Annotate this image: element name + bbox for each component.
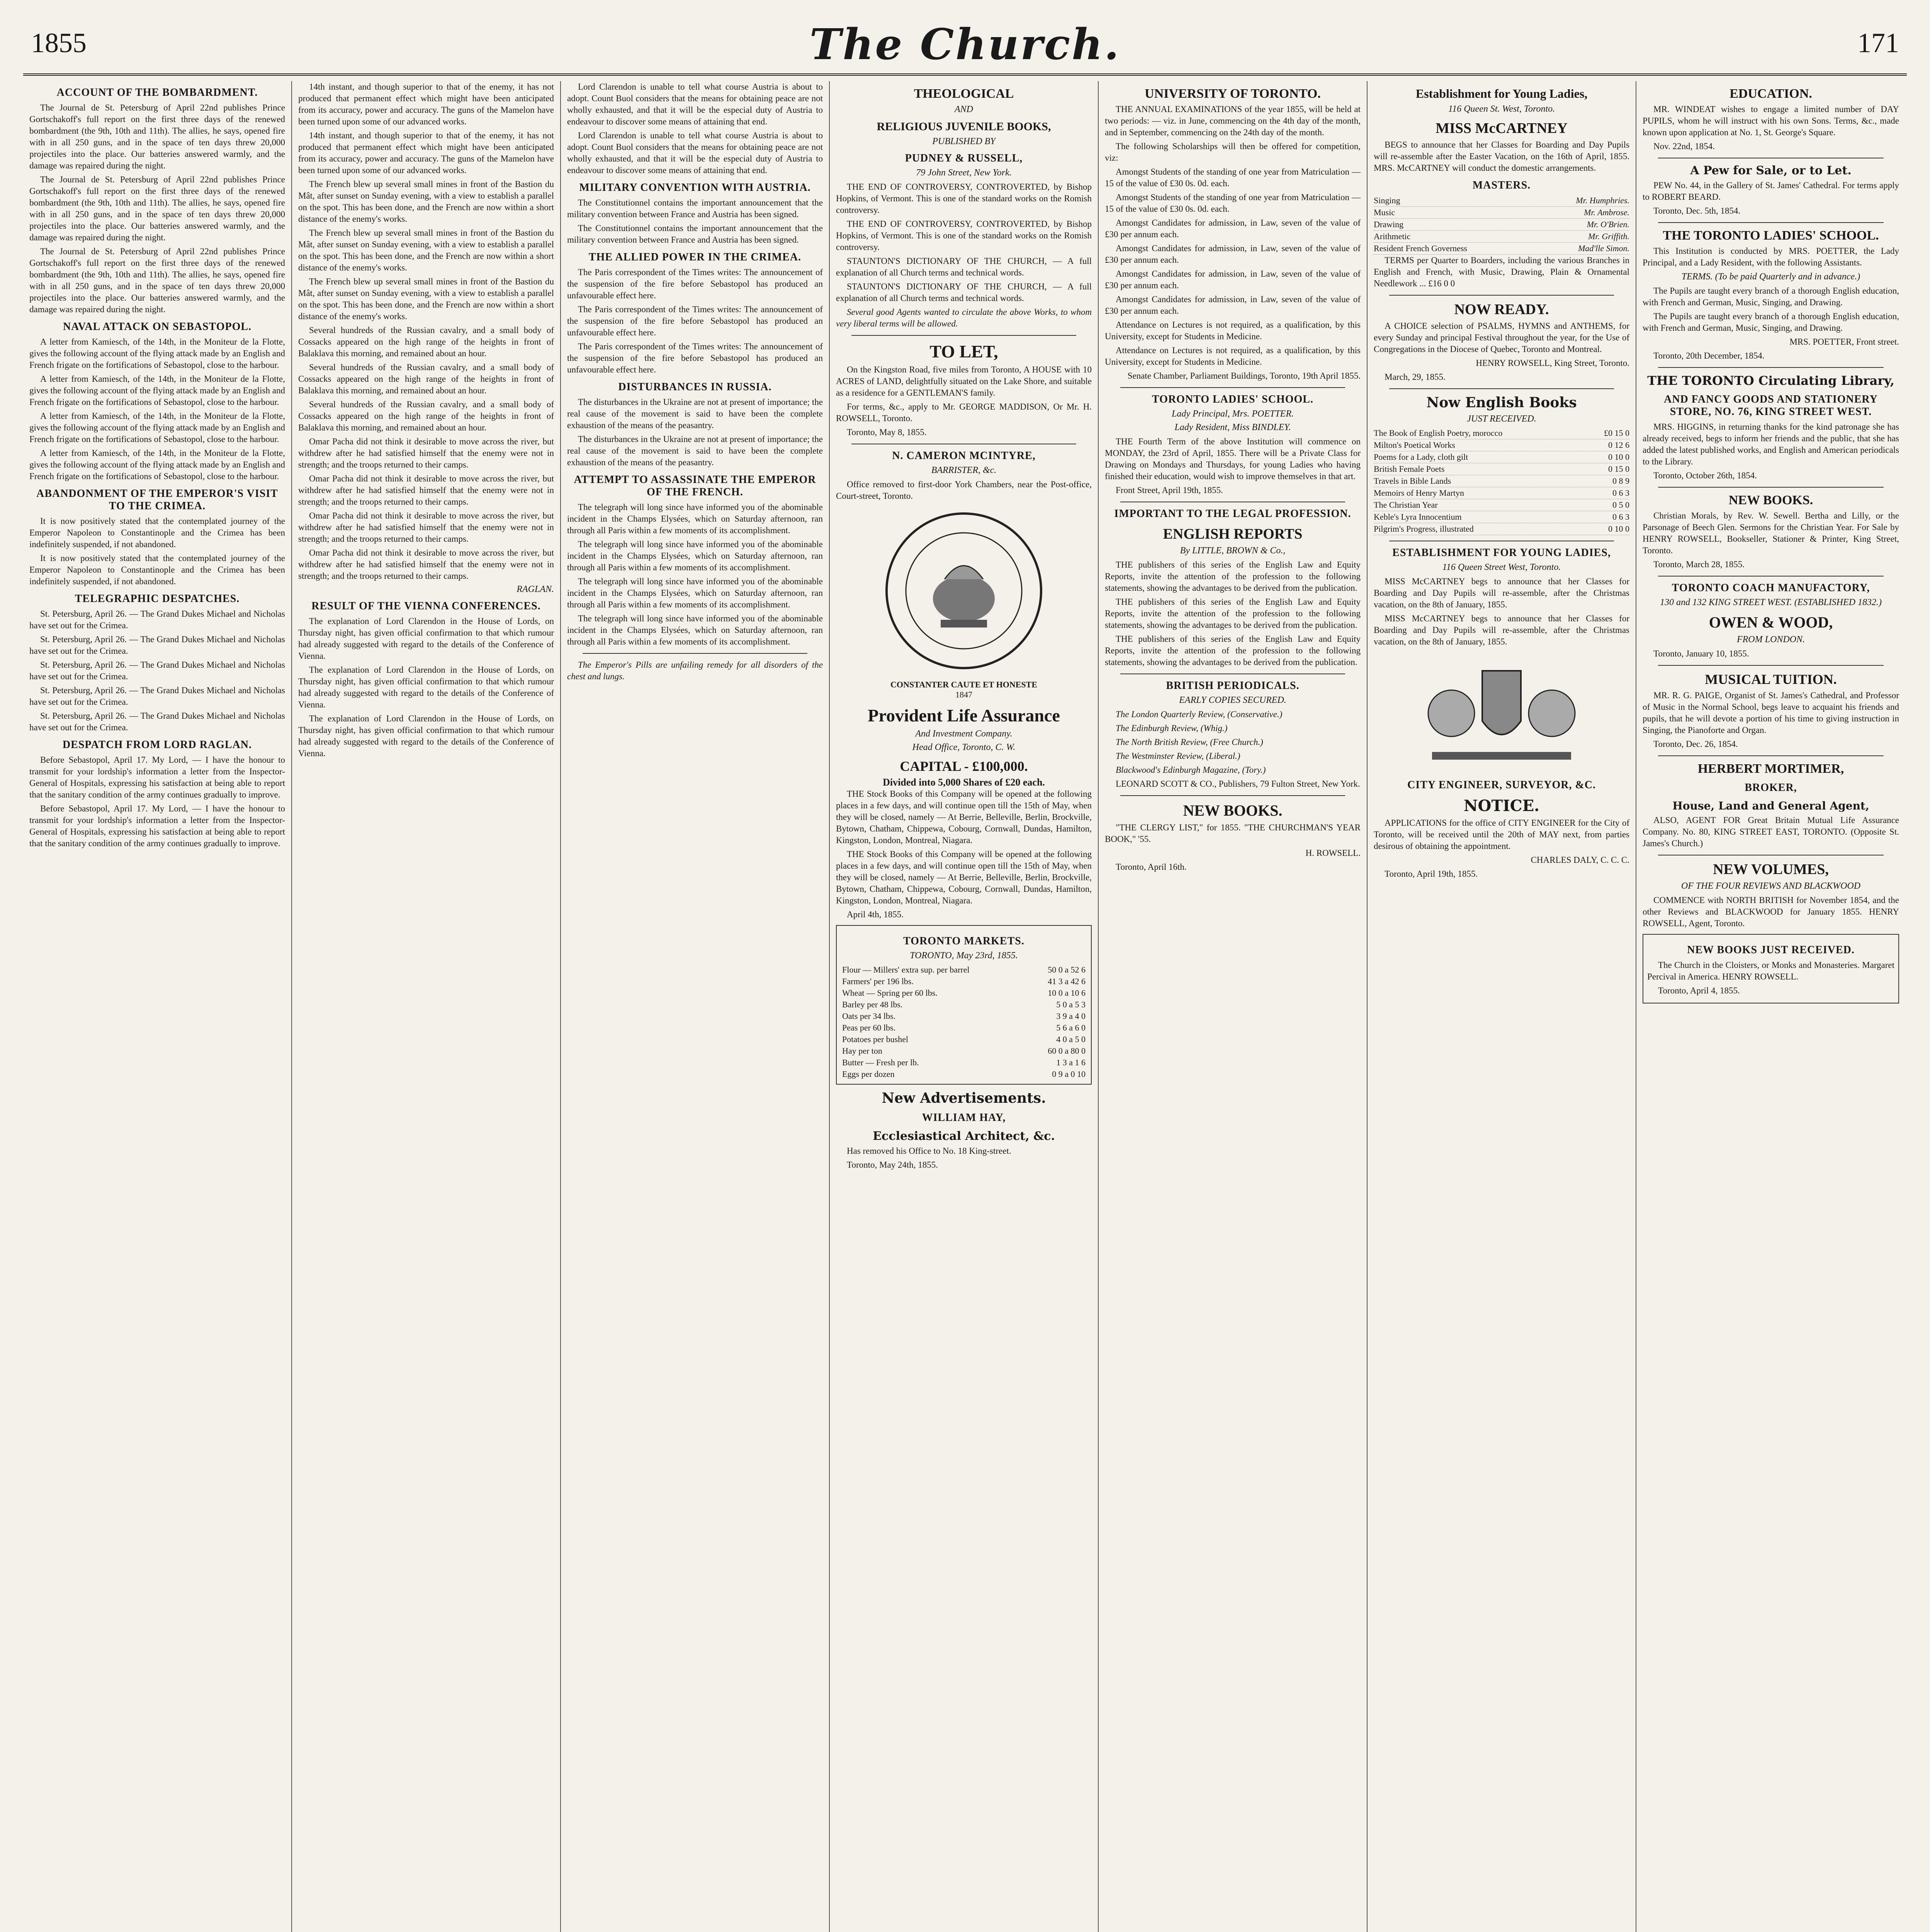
book-row	[1374, 451, 1629, 463]
book-price: 0 8 9	[1612, 476, 1629, 486]
article-paragraph: The telegraph will long since have informed you of the abominable incident in the Champs Elysées, which on Saturday afternoon, ran through all Paris within a few moments of its accomplishment.	[567, 614, 823, 646]
reports-body: THE publishers of this series of the English Law and Equity Reports, invite the attention of the profession to the following statements, showing the advantages to be derived from the publication.	[1105, 560, 1361, 593]
master-subject: Drawing	[1374, 219, 1403, 229]
markets-date: TORONTO, May 23rd, 1855.	[910, 951, 1018, 961]
volumes-body: COMMENCE with NORTH BRITISH for November 1854, and the other Reviews and BLACKWOOD for January 1855. HENRY ROWSELL, Agent, Toronto.	[1643, 895, 1899, 928]
section-heading: ABANDONMENT OF THE EMPEROR'S VISIT TO THE CRIMEA.	[36, 488, 278, 512]
barrister-name: N. CAMERON MCINTYRE,	[892, 450, 1036, 462]
reports-body: THE publishers of this series of the English Law and Equity Reports, invite the attention of the profession to the following statements, showing the advantages to be derived from the publication.	[1105, 634, 1361, 667]
music-title: MUSICAL TUITION.	[1705, 672, 1837, 687]
publisher-name: PUDNEY & RUSSELL,	[905, 152, 1023, 164]
notice-sign: CHARLES DALY, C. C. C.	[1531, 855, 1629, 865]
markets-box	[836, 925, 1092, 1085]
book-row	[1374, 487, 1629, 499]
market-row	[841, 1022, 1087, 1034]
establishment-address: 116 Queen St. West, Toronto.	[1448, 104, 1555, 114]
master-subject: Singing	[1374, 196, 1400, 205]
book-row	[1374, 511, 1629, 523]
university-paragraph: Amongst Students of the standing of one year from Matriculation — 15 of the value of £30 0s. 0d. each.	[1105, 167, 1361, 188]
book-title: Poems for a Lady, cloth gilt	[1374, 452, 1468, 462]
volumes-title: NEW VOLUMES,	[1713, 861, 1829, 878]
book-title: The Book of English Poetry, morocco	[1374, 428, 1503, 438]
divider	[1658, 665, 1884, 666]
masthead-title: The Church.	[809, 19, 1121, 69]
ladies-address: Front Street, April 19th, 1855.	[1116, 485, 1223, 495]
periodical-item: The London Quarterly Review, (Conservative.)	[1116, 709, 1283, 719]
article-paragraph: The disturbances in the Ukraine are not at present of importance; the real cause of the movement is said to have been the complete exhaustion of the means of the peasantry.	[567, 434, 823, 467]
estab-body: MISS McCARTNEY begs to announce that her Classes for Boarding and Day Pupils will re-assemble, after the Christmas vacation, on the 8th of January, 1855.	[1374, 614, 1629, 646]
column-2	[292, 81, 561, 1932]
book-title: Pilgrim's Progress, illustrated	[1374, 524, 1474, 534]
article-paragraph: Omar Pacha did not think it desirable to move across the river, but withdrew after he had satisfied himself that the enemy were not in strength; and the troops returned to their camps.	[298, 474, 554, 507]
newbooks-body: Christian Morals, by Rev. W. Sewell. Bertha and Lilly, or the Parsonage of Beech Glen. Sermons for the Christian Year. For Sale by HENRY ROWSELL, Bookseller, Stationer & Printer, King Street, Toronto.	[1643, 511, 1899, 555]
master-row	[1374, 195, 1629, 207]
article-paragraph: The French blew up several small mines in front of the Bastion du Mât, after sunset on Sunday evening, with a view to establish a parallel on the spot. This has been done, and the French are now within a short distance of the enemy's works.	[298, 277, 554, 321]
advert-title: RELIGIOUS JUVENILE BOOKS,	[877, 120, 1051, 133]
school-date: Toronto, 20th December, 1854.	[1653, 351, 1765, 361]
library-subtitle: AND FANCY GOODS AND STATIONERY STORE, NO. 76, KING STREET WEST.	[1664, 393, 1878, 418]
masthead-year: 1855	[31, 27, 87, 58]
provident-title: Provident Life Assurance	[868, 706, 1060, 725]
pew-date: Toronto, Dec. 5th, 1854.	[1653, 206, 1741, 216]
newbooks-date: Toronto, March 28, 1855.	[1653, 560, 1745, 569]
article-paragraph: The Paris correspondent of the Times writes: The announcement of the suspension of the fire before Sebastopol has produced an unfavourable effect here.	[567, 342, 823, 374]
article-paragraph: 14th instant, and though superior to that of the enemy, it has not produced that permanent effect which might have been anticipated from its accuracy, power and accuracy. The guns of the Mamelon have been turned upon some of our advanced works.	[298, 131, 554, 175]
master-name: Mr. O'Brien.	[1587, 219, 1629, 229]
book-price: £0 15 0	[1604, 428, 1629, 438]
article-paragraph: The Paris correspondent of the Times writes: The announcement of the suspension of the fire before Sebastopol has produced an unfavourable effect here.	[567, 267, 823, 300]
signature: RAGLAN.	[516, 584, 554, 594]
books-list	[1374, 427, 1629, 535]
article-paragraph: St. Petersburg, April 26. — The Grand Dukes Michael and Nicholas have set out for the Crimea.	[29, 711, 285, 732]
article-paragraph: A letter from Kamiesch, of the 14th, in the Moniteur de la Flotte, gives the following account of the flying attack made by an English and French frigate on the fortifications of Sebastopol, close to the harbour.	[29, 374, 285, 407]
market-row	[841, 1045, 1087, 1057]
ladies-body: THE Fourth Term of the above Institution will commence on MONDAY, the 23rd of April, 1855. There will be a Private Class for Drawing on Mondays and Thursdays, for young Ladies who having finished their education, would wish to improve themselves in that art.	[1105, 437, 1361, 481]
divider	[1389, 295, 1614, 296]
reports-publisher: By LITTLE, BROWN & Co.,	[1180, 546, 1286, 556]
architect-title: Ecclesiastical Architect, &c.	[873, 1129, 1055, 1143]
masthead-page-number: 171	[1857, 27, 1899, 58]
company-seal-icon	[883, 510, 1045, 672]
section-heading: MILITARY CONVENTION WITH AUSTRIA.	[579, 182, 811, 194]
library-date: Toronto, October 26th, 1854.	[1653, 471, 1757, 480]
market-row	[841, 1057, 1087, 1068]
market-price: 41 3 a 42 6	[1048, 976, 1086, 986]
book-title: Travels in Bible Lands	[1374, 476, 1451, 486]
newbooks-body: "THE CLERGY LIST," for 1855. "THE CHURCHMAN'S YEAR BOOK," '55.	[1105, 823, 1361, 844]
market-row	[841, 1010, 1087, 1022]
broker-name: HERBERT MORTIMER,	[1697, 762, 1844, 776]
market-price: 50 0 a 52 6	[1048, 965, 1086, 975]
education-date: Nov. 22nd, 1854.	[1653, 141, 1715, 151]
received-title: NEW BOOKS JUST RECEIVED.	[1687, 944, 1855, 956]
education-title: EDUCATION.	[1730, 87, 1812, 101]
periodicals-publisher: LEONARD SCOTT & CO., Publishers, 79 Fulton Street, New York.	[1116, 779, 1360, 789]
column-6	[1368, 81, 1636, 1932]
article-paragraph: The explanation of Lord Clarendon in the House of Lords, on Thursday night, has given official confirmation to that which rumour had already suggested with regard to the details of the Conference of Vienna.	[298, 616, 554, 661]
book-row	[1374, 427, 1629, 439]
master-row	[1374, 207, 1629, 219]
article-paragraph: Before Sebastopol, April 17. My Lord, — I have the honour to transmit for your lordship's information a letter from the Inspector-General of Hospitals, expressing his satisfaction at being able to report that the sanitary condition of the army continues gradually to improve.	[29, 804, 285, 848]
book-price: 0 15 0	[1608, 464, 1629, 474]
section-heading: ATTEMPT TO ASSASSINATE THE EMPEROR OF THE FRENCH.	[574, 474, 816, 498]
city-arms-icon	[1409, 655, 1594, 771]
university-paragraph: Attendance on Lectures is not required, as a qualification, by this University, except for Students in Medicine.	[1105, 345, 1361, 367]
master-name: Mad'lle Simon.	[1578, 243, 1629, 253]
market-price: 4 0 a 5 0	[1056, 1034, 1086, 1044]
market-row	[841, 987, 1087, 999]
master-row	[1374, 219, 1629, 231]
master-subject: Music	[1374, 207, 1395, 217]
book-price: 0 10 0	[1608, 524, 1629, 534]
university-paragraph: Amongst Candidates for admission, in Law, seven of the value of £30 per annum each.	[1105, 243, 1361, 265]
article-paragraph: The Paris correspondent of the Times writes: The announcement of the suspension of the fire before Sebastopol has produced an unfavourable effect here.	[567, 304, 823, 337]
nowready-title: NOW READY.	[1454, 301, 1549, 318]
newbooks-sign: H. ROWSELL.	[1305, 848, 1361, 858]
architect-date: Toronto, May 24th, 1855.	[847, 1160, 938, 1170]
nowready-date: March, 29, 1855.	[1385, 372, 1446, 382]
pew-title: A Pew for Sale, or to Let.	[1690, 164, 1852, 177]
divider	[1658, 576, 1884, 577]
article-paragraph: Several hundreds of the Russian cavalry, and a small body of Cossacks appeared on the high range of the heights in front of Balaklava this morning, and remained about an hour.	[298, 400, 554, 432]
article-paragraph: Several hundreds of the Russian cavalry, and a small body of Cossacks appeared on the high range of the heights in front of Balaklava this morning, and remained about an hour.	[298, 325, 554, 358]
article-paragraph: The French blew up several small mines in front of the Bastion du Mât, after sunset on Sunday evening, with a view to establish a parallel on the spot. This has been done, and the French are now within a short distance of the enemy's works.	[298, 179, 554, 224]
divider	[583, 653, 807, 654]
divider	[1658, 222, 1884, 223]
school-body: This Institution is conducted by MRS. POETTER, the Lady Principal, and a Lady Resident, with the following Assistants.	[1643, 246, 1899, 267]
column-3	[561, 81, 830, 1932]
book-row	[1374, 523, 1629, 535]
estab-title: ESTABLISHMENT FOR YOUNG LADIES,	[1392, 547, 1611, 559]
master-row	[1374, 243, 1629, 255]
advert-title: THEOLOGICAL	[914, 87, 1014, 101]
advert-line: PUBLISHED BY	[932, 136, 996, 146]
market-price: 10 0 a 10 6	[1048, 988, 1086, 998]
notice-date: Toronto, April 19th, 1855.	[1385, 869, 1478, 879]
university-paragraph: Amongst Candidates for admission, in Law, seven of the value of £30 per annum each.	[1105, 269, 1361, 290]
reports-body: THE publishers of this series of the English Law and Equity Reports, invite the attention of the profession to the following statements, showing the advantages to be derived from the publication.	[1105, 597, 1361, 630]
markets-table	[841, 964, 1087, 1080]
market-item: Flour — Millers' extra sup. per barrel	[842, 965, 970, 975]
market-row	[841, 976, 1087, 987]
provident-body: THE Stock Books of this Company will be opened at the following places in a few days, and will continue open till the 15th of May, when they will be closed, namely — At Berrie, Belleville, Berlin, Brockville, Bytown, Chatham, Chippewa, Cobourg, Cornwall, Dundas, Hamilton, Kingston, London, Montreal, Niagara.	[836, 789, 1092, 845]
engbooks-subtitle: JUST RECEIVED.	[1467, 414, 1536, 424]
article-paragraph: Lord Clarendon is unable to tell what course Austria is about to adopt. Count Buol considers that the means for obtaining peace are not wholly exhausted, and that it will be the especial duty of Austria to endeavour to discover some means of attaining that end.	[567, 131, 823, 175]
article-paragraph: The explanation of Lord Clarendon in the House of Lords, on Thursday night, has given official confirmation to that which rumour had already suggested with regard to the details of the Conference of Vienna.	[298, 665, 554, 709]
divider	[1120, 387, 1345, 388]
school-body2: The Pupils are taught every branch of a thorough English education, with French and German, Music, Singing, and Drawing.	[1643, 286, 1899, 307]
market-item: Barley per 48 lbs.	[842, 1000, 903, 1009]
article-paragraph: The disturbances in the Ukraine are not at present of importance; the real cause of the movement is said to have been the complete exhaustion of the means of the peasantry.	[567, 397, 823, 430]
periodical-item: Blackwood's Edinburgh Magazine, (Tory.)	[1116, 765, 1266, 775]
periodical-item: The Edinburgh Review, (Whig.)	[1116, 723, 1228, 733]
establishment-intro: BEGS to announce that her Classes for Boarding and Day Pupils will re-assemble after the Easter Vacation, on the 16th of April, 1855. MRS. McCARTNEY will conduct the domestic arrangements.	[1374, 140, 1629, 173]
estab-body: MISS McCARTNEY begs to announce that her Classes for Boarding and Day Pupils will re-assemble, after the Christmas vacation, on the 8th of January, 1855.	[1374, 577, 1629, 609]
school-body2: The Pupils are taught every branch of a thorough English education, with French and German, Music, Singing, and Drawing.	[1643, 311, 1899, 333]
newbooks-title: NEW BOOKS.	[1183, 802, 1283, 819]
article-paragraph: Omar Pacha did not think it desirable to move across the river, but withdrew after he had satisfied himself that the enemy were not in strength; and the troops returned to their camps.	[298, 511, 554, 544]
coach-title: TORONTO COACH MANUFACTORY,	[1672, 582, 1870, 594]
provident-date: April 4th, 1855.	[847, 910, 904, 919]
section-heading: RESULT OF THE VIENNA CONFERENCES.	[311, 600, 541, 612]
advert-paragraph: STAUNTON'S DICTIONARY OF THE CHURCH, — A full explanation of all Church terms and technical words.	[836, 282, 1092, 303]
article-paragraph: The telegraph will long since have informed you of the abominable incident in the Champs Elysées, which on Saturday afternoon, ran through all Paris within a few moments of its accomplishment.	[567, 577, 823, 609]
column-4	[830, 81, 1099, 1932]
music-date: Toronto, Dec. 26, 1854.	[1653, 739, 1738, 749]
market-item: Butter — Fresh per lb.	[842, 1058, 919, 1067]
book-row	[1374, 439, 1629, 451]
volumes-subtitle: OF THE FOUR REVIEWS AND BLACKWOOD	[1681, 881, 1861, 891]
article-paragraph: The explanation of Lord Clarendon in the House of Lords, on Thursday night, has given official confirmation to that which rumour had already suggested with regard to the details of the Conference of Vienna.	[298, 714, 554, 758]
legal-title: IMPORTANT TO THE LEGAL PROFESSION.	[1114, 508, 1351, 520]
nowready-body: A CHOICE selection of PSALMS, HYMNS and ANTHEMS, for every Sunday and principal Festival throughout the year, for the Use of Congregations in the Diocese of Quebec, Toronto and Montreal.	[1374, 321, 1629, 354]
article-paragraph: Before Sebastopol, April 17. My Lord, — I have the honour to transmit for your lordship's information a letter from the Inspector-General of Hospitals, expressing his satisfaction at being able to report that the sanitary condition of the army continues gradually to improve.	[29, 755, 285, 799]
received-box	[1643, 934, 1899, 1003]
divider	[1658, 367, 1884, 368]
divider	[1389, 388, 1614, 389]
periodical-item: The North British Review, (Free Church.)	[1116, 737, 1263, 747]
article-paragraph: A letter from Kamiesch, of the 14th, in the Moniteur de la Flotte, gives the following account of the flying attack made by an English and French frigate on the fortifications of Sebastopol, close to the harbour.	[29, 448, 285, 481]
article-paragraph: The telegraph will long since have informed you of the abominable incident in the Champs Elysées, which on Saturday afternoon, ran through all Paris within a few moments of its accomplishment.	[567, 502, 823, 535]
article-paragraph: St. Petersburg, April 26. — The Grand Dukes Michael and Nicholas have set out for the Crimea.	[29, 609, 285, 630]
book-price: 0 6 3	[1612, 488, 1629, 498]
divider	[1658, 755, 1884, 756]
book-title: Keble's Lyra Innocentium	[1374, 512, 1462, 522]
article-paragraph: The Constitutionnel contains the important announcement that the military convention between France and Austria has been signed.	[567, 223, 823, 245]
article-paragraph: 14th instant, and though superior to that of the enemy, it has not produced that permanent effect which might have been anticipated from its accuracy, power and accuracy. The guns of the Mamelon have been turned upon some of our advanced works.	[298, 82, 554, 126]
received-date: Toronto, April 4, 1855.	[1658, 986, 1740, 995]
reports-title: ENGLISH REPORTS	[1163, 526, 1303, 542]
periodicals-subtitle: EARLY COPIES SECURED.	[1179, 695, 1286, 705]
library-title: THE TORONTO Circulating Library,	[1647, 373, 1894, 388]
article-paragraph: A letter from Kamiesch, of the 14th, in the Moniteur de la Flotte, gives the following account of the flying attack made by an English and French frigate on the fortifications of Sebastopol, close to the harbour.	[29, 337, 285, 370]
pew-body: PEW No. 44, in the Gallery of St. James' Cathedral. For terms apply to ROBERT BEARD.	[1643, 180, 1899, 202]
market-price: 5 6 a 6 0	[1056, 1023, 1086, 1032]
book-price: 0 12 6	[1608, 440, 1629, 450]
divider	[851, 335, 1076, 336]
market-item: Hay per ton	[842, 1046, 882, 1056]
section-heading: DISTURBANCES IN RUSSIA.	[618, 381, 772, 393]
book-row	[1374, 499, 1629, 511]
divider	[1120, 673, 1345, 674]
nowready-sign: HENRY ROWSELL, King Street, Toronto.	[1476, 358, 1629, 368]
newspaper-columns	[23, 81, 1907, 1932]
publisher-address: 79 John Street, New York.	[916, 168, 1012, 178]
university-paragraph: THE ANNUAL EXAMINATIONS of the year 1855, will be held at two periods: — viz. in June, commencing on the 4th day of the month, and in September, commencing on the 24th day of the month.	[1105, 104, 1361, 137]
advert-paragraph: The Emperor's Pills are unfailing remedy for all disorders of the chest and lungs.	[567, 660, 823, 681]
periodicals-title: BRITISH PERIODICALS.	[1166, 680, 1300, 692]
tolet-contact: For terms, &c., apply to Mr. GEORGE MADDISON, Or Mr. H. ROWSELL, Toronto.	[836, 402, 1092, 423]
provident-shares: Divided into 5,000 Shares of £20 each.	[883, 777, 1045, 788]
establishment-terms: TERMS per Quarter to Boarders, including the various Branches in English and French, with Music, Drawing, Plain & Ornamental Needlework ... £16 0 0	[1374, 255, 1629, 288]
market-price: 1 3 a 1 6	[1056, 1058, 1086, 1067]
university-paragraph: Amongst Candidates for admission, in Law, seven of the value of £30 per annum each.	[1105, 218, 1361, 239]
market-price: 60 0 a 80 0	[1048, 1046, 1086, 1056]
music-body: MR. R. G. PAIGE, Organist of St. James's Cathedral, and Professor of Music in the Normal School, begs leave to acquaint his friends and pupils, that he will devote a portion of his time to giving instruction in Singing, the Pianoforte and Organ.	[1643, 690, 1899, 735]
masters-heading: MASTERS.	[1472, 179, 1531, 191]
market-item: Farmers' per 196 lbs.	[842, 976, 914, 986]
masthead	[23, 15, 1907, 76]
ladies-resident: Lady Resident, Miss BINDLEY.	[1174, 422, 1291, 432]
article-paragraph: St. Petersburg, April 26. — The Grand Dukes Michael and Nicholas have set out for the Crimea.	[29, 660, 285, 681]
coach-from: FROM LONDON.	[1736, 634, 1805, 645]
article-paragraph: The Constitutionnel contains the important announcement that the military convention between France and Austria has been signed.	[567, 198, 823, 219]
senate-signature: Senate Chamber, Parliament Buildings, Toronto, 19th April 1855.	[1127, 371, 1361, 381]
coach-address: 130 and 132 KING STREET WEST. (ESTABLISHED 1832.)	[1660, 597, 1882, 607]
market-item: Peas per 60 lbs.	[842, 1023, 896, 1032]
column-7	[1636, 81, 1905, 1932]
article-paragraph: St. Petersburg, April 26. — The Grand Dukes Michael and Nicholas have set out for the Crimea.	[29, 634, 285, 656]
university-title: UNIVERSITY OF TORONTO.	[1145, 87, 1321, 101]
establishment-name: MISS McCARTNEY	[1436, 120, 1568, 136]
school-terms: TERMS. (To be paid Quarterly and in advance.)	[1681, 272, 1860, 282]
master-subject: Arithmetic	[1374, 231, 1411, 241]
book-row	[1374, 463, 1629, 475]
section-heading: ACCOUNT OF THE BOMBARDMENT.	[56, 87, 258, 99]
article-paragraph: Omar Pacha did not think it desirable to move across the river, but withdrew after he had satisfied himself that the enemy were not in strength; and the troops returned to their camps.	[298, 548, 554, 581]
article-paragraph: Several hundreds of the Russian cavalry, and a small body of Cossacks appeared on the high range of the heights in front of Balaklava this morning, and remained about an hour.	[298, 362, 554, 395]
book-price: 0 6 3	[1612, 512, 1629, 522]
tolet-title: TO LET,	[929, 342, 998, 361]
provident-subtitle: And Investment Company.	[915, 729, 1013, 739]
column-5	[1099, 81, 1368, 1932]
education-body: MR. WINDEAT wishes to engage a limited number of DAY PUPILS, whom he will instruct with his own Sons. Terms, &c., made known upon application at No. 1, St. George's Square.	[1643, 104, 1899, 137]
coach-name: OWEN & WOOD,	[1709, 614, 1833, 631]
section-heading: NAVAL ATTACK ON SEBASTOPOL.	[63, 321, 252, 333]
notice-title: NOTICE.	[1463, 797, 1540, 815]
seal-year: 1847	[955, 690, 972, 699]
advert-subtitle: AND	[955, 104, 973, 114]
market-item: Eggs per dozen	[842, 1069, 895, 1079]
university-paragraph: Amongst Students of the standing of one year from Matriculation — 15 of the value of £30 0s. 0d. each.	[1105, 192, 1361, 214]
article-paragraph: It is now positively stated that the contemplated journey of the Emperor Napoleon to Constantinople and the Crimea has been indefinitely suspended, if not abandoned.	[29, 516, 285, 549]
new-adverts-heading: New Advertisements.	[882, 1090, 1046, 1106]
architect-name: WILLIAM HAY,	[922, 1112, 1006, 1124]
coach-date: Toronto, January 10, 1855.	[1653, 649, 1749, 658]
barrister-title: BARRISTER, &c.	[931, 465, 997, 475]
provident-body: THE Stock Books of this Company will be opened at the following places in a few days, and will continue open till the 15th of May, when they will be closed, namely — At Berrie, Belleville, Berlin, Brockville, Bytown, Chatham, Chippewa, Cobourg, Cornwall, Dundas, Hamilton, Kingston, London, Montreal, Niagara.	[836, 849, 1092, 905]
provident-office: Head Office, Toronto, C. W.	[912, 742, 1016, 752]
ladies-school-title: TORONTO LADIES' SCHOOL.	[1152, 393, 1313, 405]
city-engineer-title: CITY ENGINEER, SURVEYOR, &C.	[1407, 779, 1596, 791]
provident-capital: CAPITAL - £100,000.	[900, 759, 1028, 774]
tolet-body: On the Kingston Road, five miles from Toronto, A HOUSE with 10 ACRES of LAND, delightfully situated on the Lake Shore, and suitable as a residence for a GENTLEMAN'S family.	[836, 365, 1092, 398]
article-paragraph: It is now positively stated that the contemplated journey of the Emperor Napoleon to Constantinople and the Crimea has been indefinitely suspended, if not abandoned.	[29, 553, 285, 586]
newbooks-title: NEW BOOKS.	[1728, 493, 1813, 507]
article-paragraph: A letter from Kamiesch, of the 14th, in the Moniteur de la Flotte, gives the following account of the flying attack made by an English and French frigate on the fortifications of Sebastopol, close to the harbour.	[29, 411, 285, 444]
market-row	[841, 999, 1087, 1010]
market-item: Oats per 34 lbs.	[842, 1011, 896, 1021]
market-price: 5 0 a 5 3	[1056, 1000, 1086, 1009]
master-subject: Resident French Governess	[1374, 243, 1467, 253]
market-item: Wheat — Spring per 60 lbs.	[842, 988, 938, 998]
received-body: The Church in the Cloisters, or Monks and Monasteries. Margaret Percival in America. HENRY ROWSELL.	[1647, 960, 1894, 981]
establishment-title: Establishment for Young Ladies,	[1415, 87, 1588, 100]
barrister-body: Office removed to first-door York Chambers, near the Post-office, Court-street, Toronto.	[836, 480, 1092, 501]
university-paragraph: Amongst Candidates for admission, in Law, seven of the value of £30 per annum each.	[1105, 294, 1361, 316]
notice-body: APPLICATIONS for the office of CITY ENGINEER for the City of Toronto, will be received until the 20th of MAY next, from parties desirous of obtaining the appointment.	[1374, 818, 1629, 851]
book-title: The Christian Year	[1374, 500, 1438, 510]
book-price: 0 5 0	[1612, 500, 1629, 510]
article-paragraph: The Journal de St. Petersburg of April 22nd publishes Prince Gortschakoff's full report on the first three days of the renewed bombardment (the 9th, 10th and 11th). The allies, he says, opened fire with in all 250 guns, and in the space of ten days threw 20,000 projectiles into the place. Our batteries answered warmly, and the damage was repaired during the night.	[29, 175, 285, 242]
section-heading: TELEGRAPHIC DESPATCHES.	[75, 593, 240, 605]
ladies-principal: Lady Principal, Mrs. POETTER.	[1172, 409, 1294, 419]
article-paragraph: The Journal de St. Petersburg of April 22nd publishes Prince Gortschakoff's full report on the first three days of the renewed bombardment (the 9th, 10th and 11th). The allies, he says, opened fire with in all 250 guns, and in the space of ten days threw 20,000 projectiles into the place. Our batteries answered warmly, and the damage was repaired during the night.	[29, 247, 285, 314]
book-price: 0 10 0	[1608, 452, 1629, 462]
market-row	[841, 1034, 1087, 1045]
advert-paragraph: THE END OF CONTROVERSY, CONTROVERTED, by Bishop Hopkins, of Vermont. This is one of the standard works on the Romish controversy.	[836, 219, 1092, 252]
section-heading: THE ALLIED POWER IN THE CRIMEA.	[588, 251, 802, 263]
market-price: 3 9 a 4 0	[1056, 1011, 1086, 1021]
book-title: Memoirs of Henry Martyn	[1374, 488, 1464, 498]
article-paragraph: St. Petersburg, April 26. — The Grand Dukes Michael and Nicholas have set out for the Crimea.	[29, 685, 285, 707]
architect-body: Has removed his Office to No. 18 King-street.	[847, 1146, 1011, 1156]
market-row	[841, 964, 1087, 976]
markets-title: TORONTO MARKETS.	[903, 935, 1024, 947]
master-name: Mr. Humphries.	[1576, 196, 1629, 205]
tolet-date: Toronto, May 8, 1855.	[847, 427, 927, 437]
periodical-item: The Westminster Review, (Liberal.)	[1116, 751, 1240, 761]
article-paragraph: The telegraph will long since have informed you of the abominable incident in the Champs Elysées, which on Saturday afternoon, ran through all Paris within a few moments of its accomplishment.	[567, 539, 823, 572]
university-paragraph: Attendance on Lectures is not required, as a qualification, by this University, except for Students in Medicine.	[1105, 320, 1361, 341]
school-title: THE TORONTO LADIES' SCHOOL.	[1663, 228, 1879, 243]
master-row	[1374, 231, 1629, 243]
article-paragraph: Omar Pacha did not think it desirable to move across the river, but withdrew after he had satisfied himself that the enemy were not in strength; and the troops returned to their camps.	[298, 437, 554, 469]
divider	[1658, 487, 1884, 488]
university-paragraph: The following Scholarships will then be offered for competition, viz:	[1105, 141, 1361, 163]
article-paragraph: The French blew up several small mines in front of the Bastion du Mât, after sunset on Sunday evening, with a view to establish a parallel on the spot. This has been done, and the French are now within a short distance of the enemy's works.	[298, 228, 554, 272]
book-title: Milton's Poetical Works	[1374, 440, 1455, 450]
school-sign: MRS. POETTER, Front street.	[1789, 337, 1899, 347]
book-title: British Female Poets	[1374, 464, 1445, 474]
masters-list	[1374, 195, 1629, 255]
article-paragraph: Lord Clarendon is unable to tell what course Austria is about to adopt. Count Buol considers that the means for obtaining peace are not wholly exhausted, and that it will be the especial duty of Austria to endeavour to discover some means of attaining that end.	[567, 82, 823, 126]
engbooks-title: Now English Books	[1426, 395, 1577, 411]
market-row	[841, 1068, 1087, 1080]
library-body: MRS. HIGGINS, in returning thanks for the kind patronage she has already received, begs to inform her friends and the public, that she has added the latest published works, and English and American periodicals to the Library.	[1643, 422, 1899, 466]
advert-paragraph: THE END OF CONTROVERSY, CONTROVERTED, by Bishop Hopkins, of Vermont. This is one of the standard works on the Romish controversy.	[836, 182, 1092, 215]
column-1	[23, 81, 292, 1932]
section-heading: DESPATCH FROM LORD RAGLAN.	[62, 739, 252, 751]
advert-paragraph: Several good Agents wanted to circulate the above Works, to whom very liberal terms will be allowed.	[836, 307, 1092, 328]
broker-body: ALSO, AGENT FOR Great Britain Mutual Life Assurance Company. No. 80, KING STREET EAST, TORONTO. (Opposite St. James's Church.)	[1643, 815, 1899, 848]
newbooks-date: Toronto, April 16th.	[1116, 862, 1187, 872]
market-price: 0 9 a 0 10	[1052, 1069, 1086, 1079]
advert-paragraph: STAUNTON'S DICTIONARY OF THE CHURCH, — A full explanation of all Church terms and technical words.	[836, 256, 1092, 277]
article-paragraph: The Journal de St. Petersburg of April 22nd publishes Prince Gortschakoff's full report on the first three days of the renewed bombardment (the 9th, 10th and 11th). The allies, he says, opened fire with in all 250 guns, and in the space of ten days threw 20,000 projectiles into the place. Our batteries answered warmly, and the damage was repaired during the night.	[29, 103, 285, 170]
seal-motto: CONSTANTER CAUTE ET HONESTE	[890, 680, 1037, 689]
master-name: Mr. Griffith.	[1588, 231, 1629, 241]
broker-subtitle: House, Land and General Agent,	[1672, 799, 1869, 812]
market-item: Potatoes per bushel	[842, 1034, 909, 1044]
estab-address: 116 Queen Street West, Toronto.	[1442, 562, 1561, 572]
divider	[1120, 795, 1345, 796]
master-name: Mr. Ambrose.	[1584, 207, 1629, 217]
book-row	[1374, 475, 1629, 487]
broker-title: BROKER,	[1745, 782, 1797, 794]
